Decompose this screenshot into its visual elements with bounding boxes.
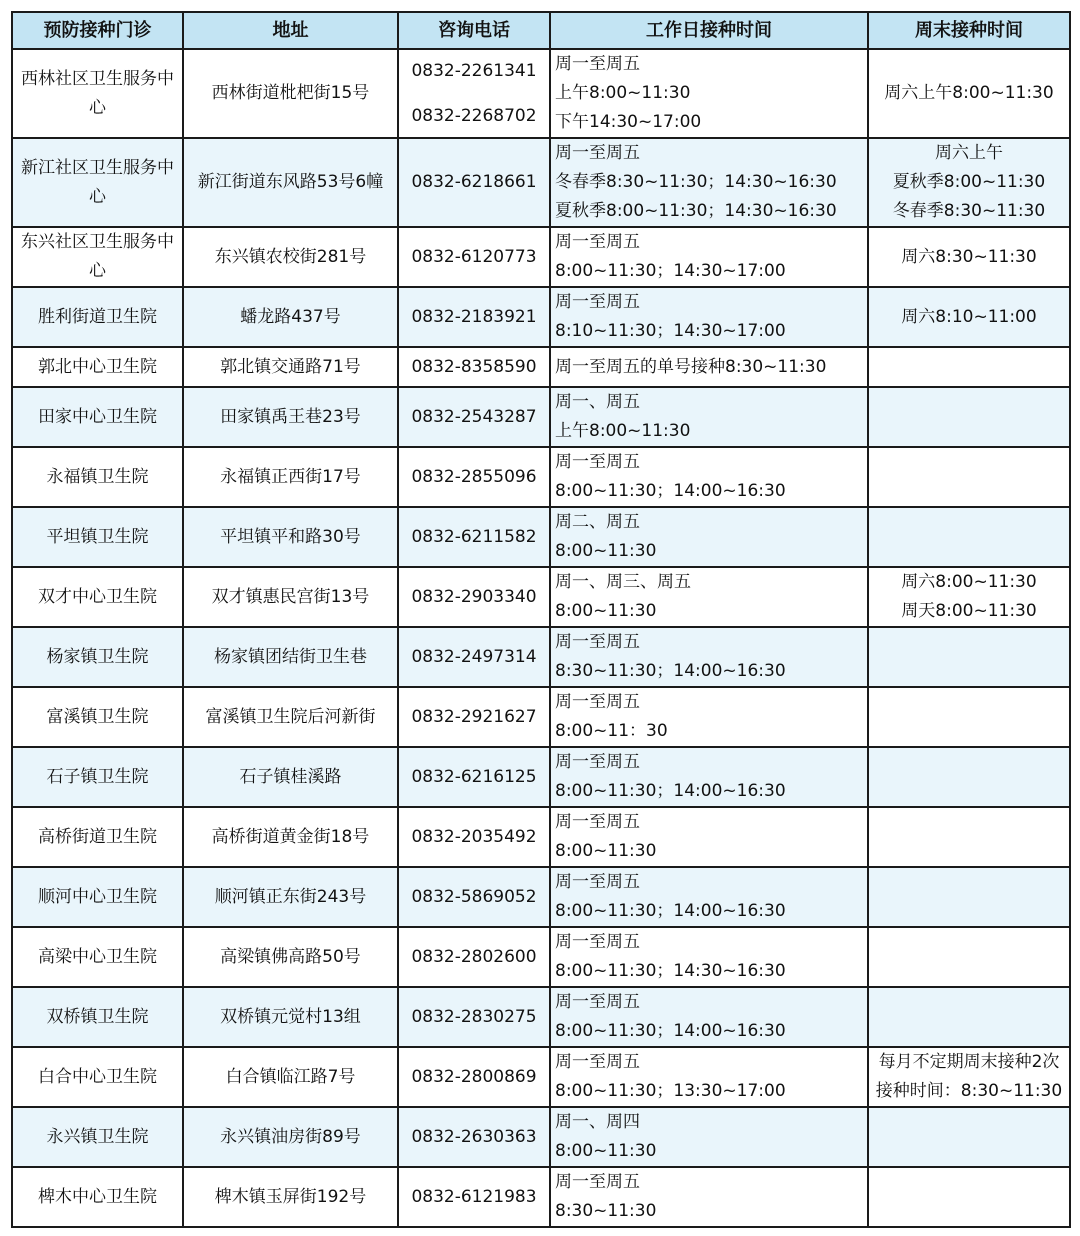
clinic-name-line: 石子镇卫生院 [46, 766, 149, 787]
clinic-name-line: 高桥街道卫生院 [38, 826, 157, 847]
phone-number-line: 0832-2830275 [411, 1006, 537, 1027]
weekday-time-line: 周一至周五 [555, 812, 640, 832]
clinic-address: 双桥镇元觉村13组 [183, 987, 398, 1047]
clinic-name-line: 永福镇卫生院 [46, 466, 149, 487]
weekend-time [868, 227, 1070, 287]
header-weekend-time: 周末接种时间 [868, 12, 1070, 49]
phone-number [398, 227, 550, 287]
clinic-name-line: 新江社区卫生服务中 [21, 157, 174, 178]
header-row [12, 12, 1070, 49]
clinic-address: 石子镇桂溪路 [183, 747, 398, 807]
weekend-time [868, 567, 1070, 627]
weekday-time [550, 387, 868, 447]
clinic-name [12, 687, 183, 747]
clinic-address: 新江街道东风路53号6幢 [183, 138, 398, 227]
table-row [12, 927, 1070, 987]
table-row [12, 387, 1070, 447]
clinic-name [12, 1047, 183, 1107]
clinic-name [12, 347, 183, 387]
weekday-time [550, 447, 868, 507]
clinic-name-line: 郭北中心卫生院 [38, 356, 157, 377]
clinic-name [12, 987, 183, 1047]
weekend-time [868, 1107, 1070, 1167]
phone-number-line: 0832-2802600 [411, 946, 537, 967]
weekday-time-line: 周一至周五 [555, 752, 640, 772]
weekday-time [550, 1047, 868, 1107]
weekday-time [550, 627, 868, 687]
weekend-time-line: 周六8:10~11:00 [901, 306, 1037, 327]
phone-number [398, 1047, 550, 1107]
weekday-time-line: 周一至周五 [555, 992, 640, 1012]
weekend-time [868, 1047, 1070, 1107]
table-row [12, 687, 1070, 747]
clinic-name [12, 1167, 183, 1227]
vaccination-clinic-table [11, 11, 1071, 1228]
weekday-time-line: 8:00~11:30；14:30~16:30 [555, 961, 786, 981]
phone-number [398, 507, 550, 567]
phone-number [398, 567, 550, 627]
weekday-time [550, 1107, 868, 1167]
table-row [12, 1107, 1070, 1167]
weekday-time-line: 8:00~11:30；14:00~16:30 [555, 901, 786, 921]
weekday-time-line: 周一至周五的单号接种8:30~11:30 [555, 356, 827, 377]
weekday-time-line: 8:00~11:30 [555, 541, 657, 561]
clinic-name [12, 747, 183, 807]
weekday-time [550, 987, 868, 1047]
weekday-time-line: 周一至周五 [555, 1052, 640, 1072]
weekday-time-line: 8:00~11:30 [555, 601, 657, 621]
weekday-time-line: 8:00~11:30；14:00~16:30 [555, 1021, 786, 1041]
clinic-name [12, 387, 183, 447]
weekend-time [868, 867, 1070, 927]
weekend-time [868, 927, 1070, 987]
weekday-time [550, 227, 868, 287]
clinic-address: 永兴镇油房街89号 [183, 1107, 398, 1167]
weekday-time-line: 周一至周五 [555, 452, 640, 472]
weekday-time-line: 周一、周四 [555, 1112, 640, 1132]
phone-number-line: 0832-2268702 [411, 105, 537, 126]
phone-number [398, 747, 550, 807]
clinic-address: 椑木镇玉屏街192号 [183, 1167, 398, 1227]
phone-number-line: 0832-2183921 [411, 306, 537, 327]
header-clinic: 预防接种门诊 [12, 12, 183, 49]
weekend-time-line: 周天8:00~11:30 [901, 601, 1037, 621]
clinic-name [12, 507, 183, 567]
clinic-name-line: 田家中心卫生院 [38, 406, 157, 427]
clinic-name-line: 胜利街道卫生院 [38, 306, 157, 327]
clinic-name-line: 顺河中心卫生院 [38, 886, 157, 907]
clinic-address: 顺河镇正东街243号 [183, 867, 398, 927]
table-row [12, 567, 1070, 627]
clinic-name [12, 627, 183, 687]
phone-number [398, 287, 550, 347]
clinic-address: 蟠龙路437号 [183, 287, 398, 347]
phone-number [398, 627, 550, 687]
clinic-address: 郭北镇交通路71号 [183, 347, 398, 387]
phone-number-line: 0832-2543287 [411, 406, 537, 427]
clinic-name-line: 双才中心卫生院 [38, 586, 157, 607]
table-row [12, 227, 1070, 287]
clinic-name [12, 1107, 183, 1167]
weekday-time [550, 287, 868, 347]
weekday-time [550, 747, 868, 807]
weekend-time-line: 夏秋季8:00~11:30 [892, 172, 1046, 192]
phone-number-line: 0832-6120773 [411, 246, 537, 267]
weekday-time-line: 8:00~11:30；13:30~17:00 [555, 1081, 786, 1101]
table-row [12, 49, 1070, 138]
table-row [12, 747, 1070, 807]
weekday-time [550, 567, 868, 627]
weekday-time-line: 8:00~11:30；14:00~16:30 [555, 781, 786, 801]
phone-number-line: 0832-2630363 [411, 1126, 537, 1147]
clinic-name-line: 杨家镇卫生院 [46, 646, 149, 667]
clinic-address: 永福镇正西街17号 [183, 447, 398, 507]
weekday-time-line: 周一至周五 [555, 54, 640, 74]
clinic-address: 富溪镇卫生院后河新街 [183, 687, 398, 747]
clinic-name-line: 永兴镇卫生院 [46, 1126, 149, 1147]
weekday-time-line: 周二、周五 [555, 512, 640, 532]
weekday-time [550, 507, 868, 567]
header-weekday-time: 工作日接种时间 [550, 12, 868, 49]
weekend-time-line: 周六8:30~11:30 [901, 246, 1037, 267]
weekend-time [868, 627, 1070, 687]
table-row [12, 507, 1070, 567]
table-row [12, 627, 1070, 687]
phone-number [398, 987, 550, 1047]
weekday-time-line: 周一至周五 [555, 143, 640, 163]
clinic-address: 高桥街道黄金街18号 [183, 807, 398, 867]
clinic-name-line: 心 [89, 186, 106, 207]
clinic-name [12, 567, 183, 627]
phone-number [398, 347, 550, 387]
clinic-address: 西林街道枇杷街15号 [183, 49, 398, 138]
clinic-name-line: 白合中心卫生院 [38, 1066, 157, 1087]
clinic-name [12, 49, 183, 138]
weekday-time-line: 8:30~11:30 [555, 1201, 657, 1221]
table-row [12, 138, 1070, 227]
phone-number [398, 1167, 550, 1227]
weekday-time-line: 周一至周五 [555, 232, 640, 252]
weekday-time-line: 8:10~11:30；14:30~17:00 [555, 321, 786, 341]
weekday-time-line: 上午8:00~11:30 [555, 421, 691, 441]
clinic-address: 白合镇临江路7号 [183, 1047, 398, 1107]
clinic-name [12, 807, 183, 867]
weekend-time [868, 807, 1070, 867]
weekday-time-line: 周一至周五 [555, 872, 640, 892]
phone-number-line: 0832-2903340 [411, 586, 537, 607]
weekday-time-line: 周一至周五 [555, 292, 640, 312]
clinic-name [12, 287, 183, 347]
weekday-time-line: 8:00~11:30；14:00~16:30 [555, 481, 786, 501]
weekday-time-line: 8:00~11:30；14:30~17:00 [555, 261, 786, 281]
weekday-time-line: 夏秋季8:00~11:30；14:30~16:30 [555, 201, 837, 221]
phone-number [398, 1107, 550, 1167]
clinic-address: 双才镇惠民宫街13号 [183, 567, 398, 627]
phone-number [398, 138, 550, 227]
table-row [12, 347, 1070, 387]
weekday-time-line: 8:00~11：30 [555, 721, 668, 741]
weekend-time-line: 周六8:00~11:30 [901, 572, 1037, 592]
clinic-name-line: 心 [89, 97, 106, 118]
phone-number [398, 927, 550, 987]
phone-number-line: 0832-2261341 [411, 60, 537, 81]
weekday-time-line: 周一至周五 [555, 932, 640, 952]
weekday-time-line: 上午8:00~11:30 [555, 83, 691, 103]
table-row [12, 1167, 1070, 1227]
clinic-name-line: 西林社区卫生服务中 [21, 68, 174, 89]
clinic-name-line: 心 [89, 261, 106, 281]
phone-number-line: 0832-6211582 [411, 526, 537, 547]
weekday-time [550, 49, 868, 138]
weekday-time-line: 8:30~11:30；14:00~16:30 [555, 661, 786, 681]
clinic-name-line: 高梁中心卫生院 [38, 946, 157, 967]
weekend-time [868, 507, 1070, 567]
table-row [12, 447, 1070, 507]
weekend-time [868, 1167, 1070, 1227]
weekend-time [868, 447, 1070, 507]
table-row [12, 287, 1070, 347]
phone-number-line: 0832-2921627 [411, 706, 537, 727]
clinic-name-line: 椑木中心卫生院 [38, 1186, 157, 1207]
table-row [12, 1047, 1070, 1107]
weekday-time [550, 807, 868, 867]
weekday-time [550, 927, 868, 987]
clinic-name [12, 227, 183, 287]
phone-number-line: 0832-6218661 [411, 172, 537, 192]
weekday-time [550, 867, 868, 927]
phone-number [398, 49, 550, 138]
clinic-address: 田家镇禹王巷23号 [183, 387, 398, 447]
weekday-time-line: 8:00~11:30 [555, 1141, 657, 1161]
weekend-time [868, 387, 1070, 447]
weekend-time [868, 287, 1070, 347]
clinic-name-line: 富溪镇卫生院 [46, 706, 149, 727]
clinic-address: 杨家镇团结街卫生巷 [183, 627, 398, 687]
clinic-name-line: 双桥镇卫生院 [46, 1006, 149, 1027]
clinic-name [12, 927, 183, 987]
weekday-time-line: 周一至周五 [555, 1172, 640, 1192]
clinic-name [12, 867, 183, 927]
weekday-time-line: 周一、周三、周五 [555, 572, 691, 592]
phone-number-line: 0832-6121983 [411, 1186, 537, 1207]
table-row [12, 807, 1070, 867]
clinic-name [12, 447, 183, 507]
clinic-name-line: 东兴社区卫生服务中 [21, 232, 174, 252]
phone-number-line: 0832-2855096 [411, 466, 537, 487]
weekday-time-line: 周一至周五 [555, 632, 640, 652]
weekday-time-line: 周一、周五 [555, 392, 640, 412]
clinic-address: 东兴镇农校街281号 [183, 227, 398, 287]
table-row [12, 867, 1070, 927]
weekend-time-line: 周六上午8:00~11:30 [884, 83, 1054, 103]
weekend-time [868, 687, 1070, 747]
weekday-time [550, 138, 868, 227]
phone-number-line: 0832-2800869 [411, 1066, 537, 1087]
weekday-time-line: 下午14:30~17:00 [555, 112, 702, 132]
clinic-address: 高梁镇佛高路50号 [183, 927, 398, 987]
weekday-time-line: 周一至周五 [555, 692, 640, 712]
phone-number-line: 0832-2035492 [411, 826, 537, 847]
clinic-address: 平坦镇平和路30号 [183, 507, 398, 567]
phone-number [398, 867, 550, 927]
phone-number-line: 0832-8358590 [411, 356, 537, 377]
weekend-time [868, 347, 1070, 387]
phone-number-line: 0832-6216125 [411, 766, 537, 787]
weekday-time [550, 1167, 868, 1227]
phone-number [398, 387, 550, 447]
weekend-time [868, 49, 1070, 138]
clinic-name [12, 138, 183, 227]
weekday-time-line: 8:00~11:30 [555, 841, 657, 861]
phone-number-line: 0832-5869052 [411, 886, 537, 907]
weekend-time-line: 冬春季8:30~11:30 [892, 201, 1046, 221]
clinic-name-line: 平坦镇卫生院 [46, 526, 149, 547]
weekend-time [868, 138, 1070, 227]
phone-number-line: 0832-2497314 [411, 646, 537, 667]
phone-number [398, 807, 550, 867]
weekday-time [550, 347, 868, 387]
weekend-time-line: 每月不定期周末接种2次 [878, 1052, 1060, 1072]
phone-number [398, 687, 550, 747]
header-address: 地址 [183, 12, 398, 49]
weekend-time [868, 747, 1070, 807]
header-phone: 咨询电话 [398, 12, 550, 49]
table-row [12, 987, 1070, 1047]
phone-number [398, 447, 550, 507]
weekend-time-line: 接种时间：8:30~11:30 [875, 1081, 1063, 1101]
weekend-time-line: 周六上午 [935, 143, 1003, 163]
weekend-time [868, 987, 1070, 1047]
weekday-time-line: 冬春季8:30~11:30；14:30~16:30 [555, 172, 837, 192]
weekday-time [550, 687, 868, 747]
